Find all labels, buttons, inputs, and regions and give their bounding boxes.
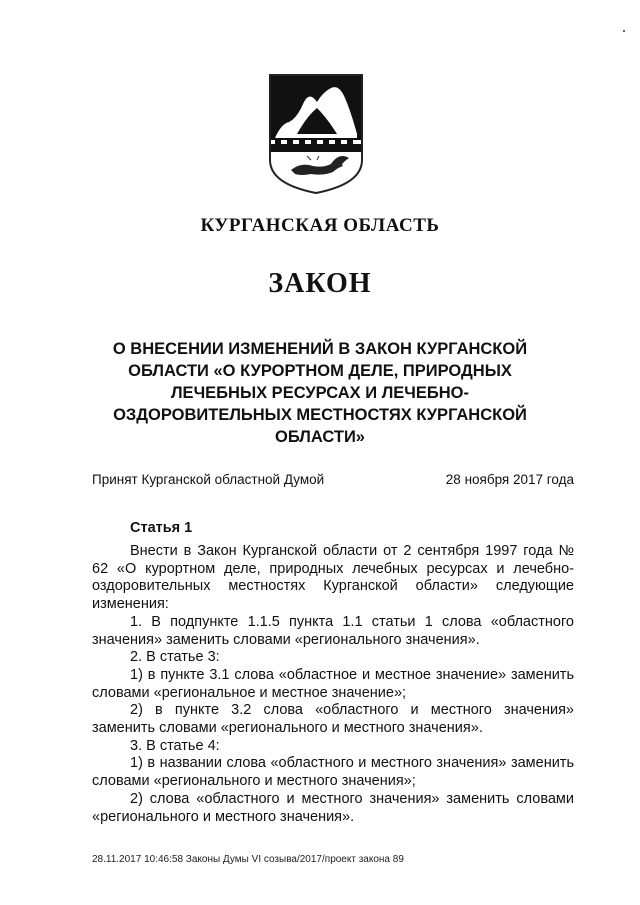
paragraph: 2. В статье 3: [130, 649, 220, 666]
document-footer: 28.11.2017 10:46:58 Законы Думы VI созыва/2017/проект закона 89 [92, 854, 404, 865]
article-body [92, 543, 574, 826]
region-heading: КУРГАНСКАЯ ОБЛАСТЬ [200, 215, 440, 236]
paragraph: Внести в Закон Курганской области от 2 сентября 1997 года № 62 «О курортном деле, природных лечебных ресурсах и лечебно-оздоровительных местностях Курганской области» следующие изменения: [92, 543, 574, 613]
adoption-authority: Принят Курганской областной Думой [92, 472, 325, 487]
scan-speck [623, 30, 625, 32]
paragraph: 1. В подпункте 1.1.5 пункта 1.1 статьи 1 слова «областного значения» заменить словами «регионального значения». [92, 613, 574, 648]
paragraph: 2) слова «областного и местного значения» заменить словами «регионального и местного значения». [92, 790, 574, 825]
paragraph: 1) в названии слова «областного и местного значения» заменить словами «регионального и местного значения»; [92, 755, 574, 790]
law-title: О ВНЕСЕНИИ ИЗМЕНЕНИЙ В ЗАКОН КУРГАНСКОЙ ОБЛАСТИ «О КУРОРТНОМ ДЕЛЕ, ПРИРОДНЫХ ЛЕЧЕБНЫХ РЕСУРСАХ И ЛЕЧЕБНО-ОЗДОРОВИТЕЛЬНЫХ МЕСТНОСТЯХ КУРГАНСКОЙ ОБЛАСТИ» [112, 340, 528, 446]
paragraph: 1) в пункте 3.1 слова «областное и местное значение» заменить словами «региональное и местное значение»; [92, 666, 574, 701]
paragraph: 3. В статье 4: [130, 737, 220, 754]
adoption-date: 28 ноября 2017 года [445, 472, 574, 487]
coat-of-arms-emblem [267, 72, 365, 196]
paragraph: 2) в пункте 3.2 слова «областного и местного значения» заменить словами «регионального и местного значения». [92, 702, 574, 737]
document-type-heading: ЗАКОН [268, 268, 372, 299]
article-heading: Статья 1 [130, 520, 193, 536]
